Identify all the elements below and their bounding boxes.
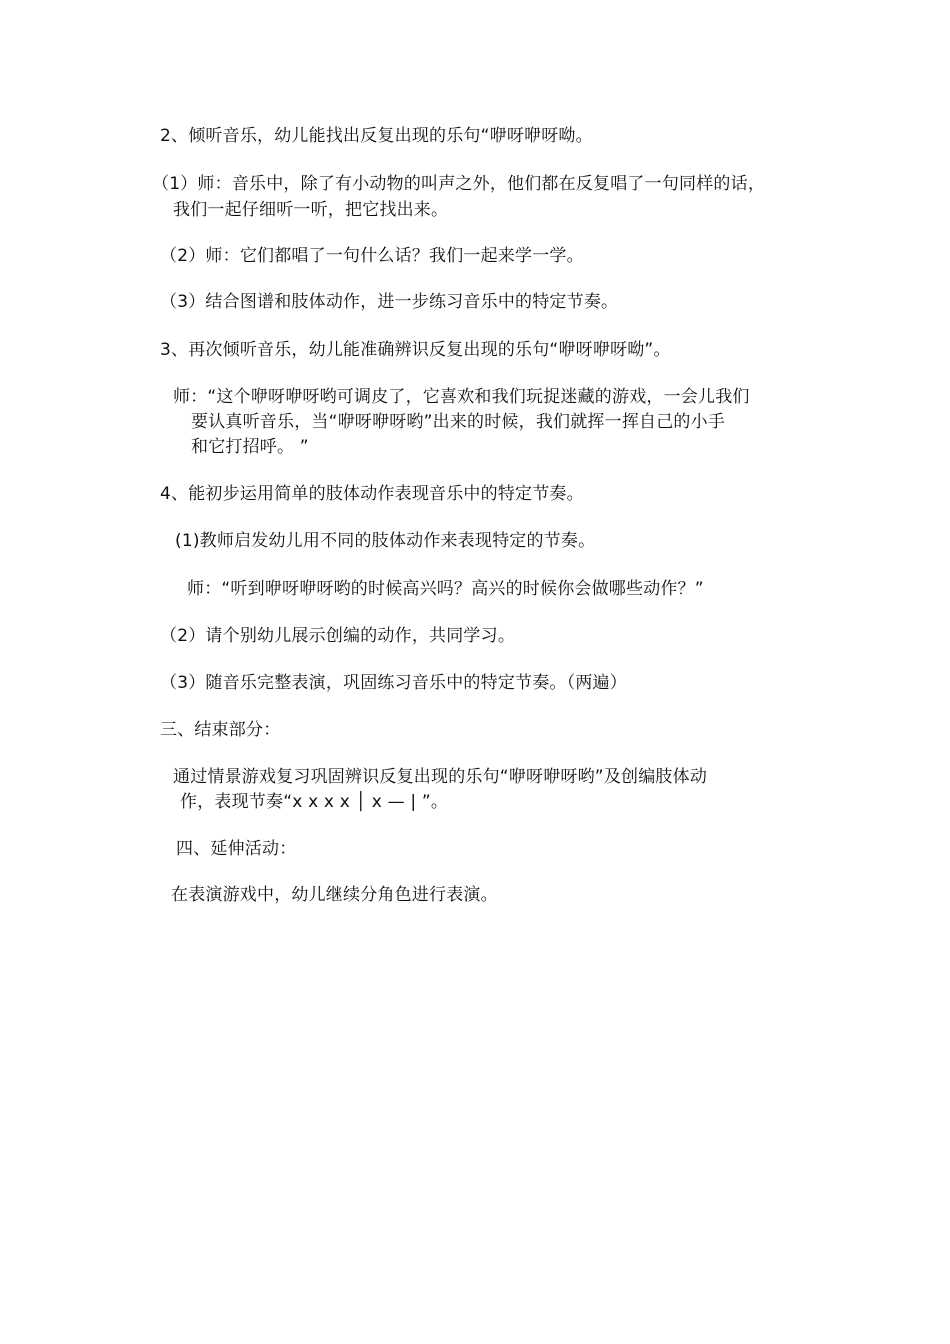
section-2-heading: 2、倾听音乐，幼儿能找出反复出现的乐句“咿呀咿呀呦。 (160, 126, 593, 146)
teacher-quote-line-2: 要认真听音乐，当“咿呀咿呀哟”出来的时候，我们就挥一挥自己的小手 (191, 412, 726, 432)
paragraph-4-1: (1)教师启发幼儿用不同的肢体动作来表现特定的节奏。 (175, 531, 596, 551)
paragraph-4-2: （2）请个别幼儿展示创编的动作，共同学习。 (160, 626, 516, 646)
section-3-heading: 3、再次倾听音乐，幼儿能准确辨识反复出现的乐句“咿呀咿呀呦”。 (160, 340, 671, 360)
paragraph-2-1-line-1: （1）师：音乐中，除了有小动物的叫声之外，他们都在反复唱了一句同样的话， (152, 174, 766, 194)
paragraph-2-1-line-2: 我们一起仔细听一听，把它找出来。 (173, 200, 449, 220)
teacher-quote-line-3: 和它打招呼。 ” (191, 437, 309, 457)
ending-section-heading: 三、结束部分： (160, 720, 281, 740)
paragraph-4-3: （3）随音乐完整表演，巩固练习音乐中的特定节奏。（两遍） (160, 673, 627, 693)
extension-paragraph: 在表演游戏中，幼儿继续分角色进行表演。 (171, 885, 498, 905)
ending-paragraph-line-1: 通过情景游戏复习巩固辨识反复出现的乐句“咿呀咿呀哟”及创编肢体动 (173, 767, 708, 787)
paragraph-2-3: （3）结合图谱和肢体动作，进一步练习音乐中的特定节奏。 (160, 292, 619, 312)
section-4-heading: 4、能初步运用简单的肢体动作表现音乐中的特定节奏。 (160, 484, 584, 504)
teacher-quote-line-1: 师：“这个咿呀咿呀哟可调皮了，它喜欢和我们玩捉迷藏的游戏，一会儿我们 (173, 387, 750, 407)
extension-section-heading: 四、延伸活动： (176, 839, 297, 859)
paragraph-2-2: （2）师：它们都唱了一句什么话？我们一起来学一学。 (160, 246, 584, 266)
ending-paragraph-line-2: 作，表现节奏“x x x x │ x — | ”。 (180, 792, 449, 812)
teacher-quote-4: 师：“听到咿呀咿呀哟的时候高兴吗？高兴的时候你会做哪些动作？” (187, 579, 704, 599)
